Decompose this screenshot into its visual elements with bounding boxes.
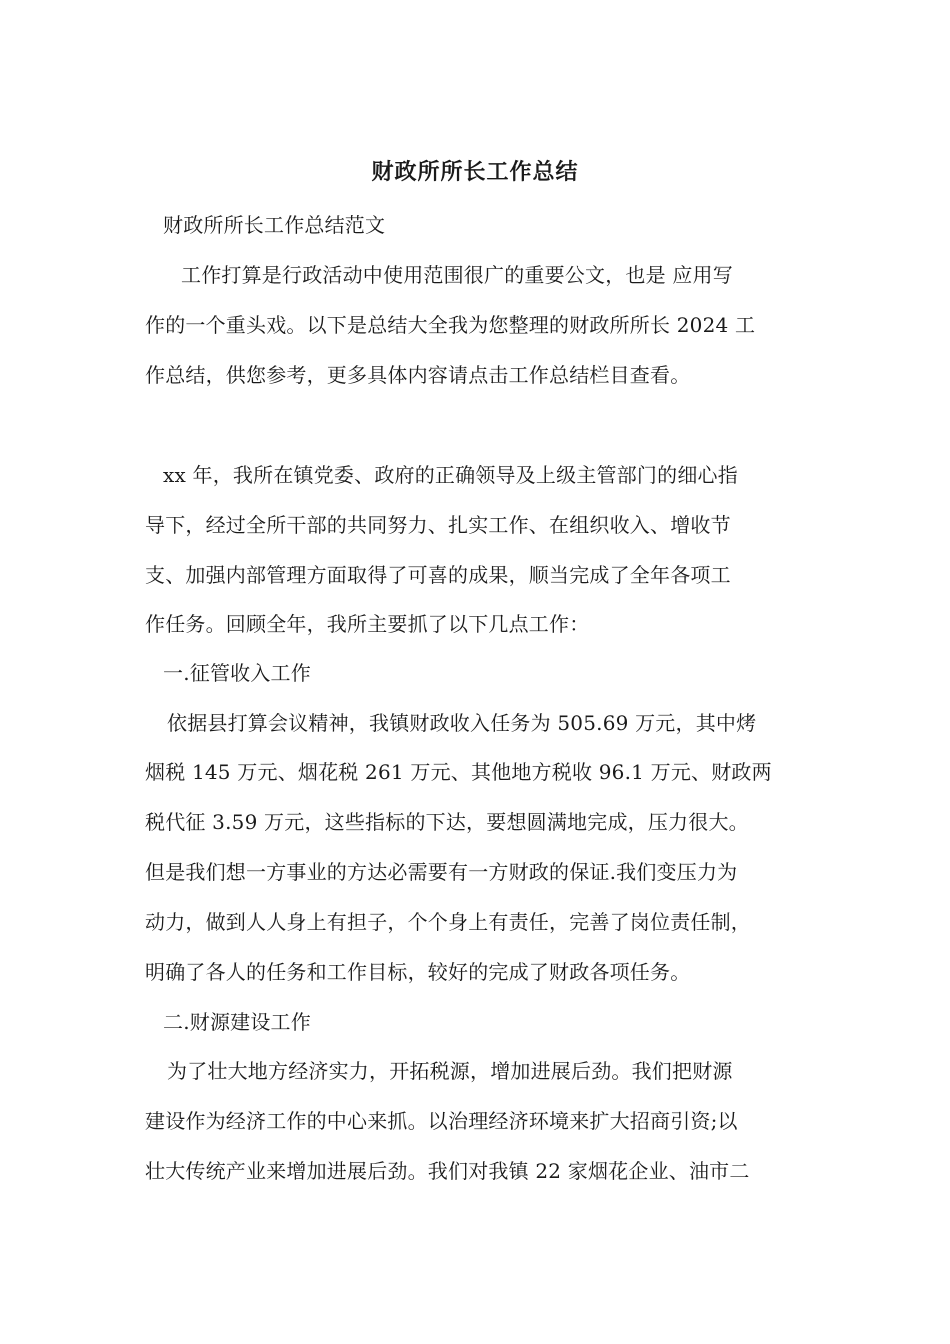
intro-line: 作总结，供您参考，更多具体内容请点击工作总结栏目查看。 [145,363,691,387]
paragraph-line: 建设作为经济工作的中心来抓。以治理经济环境来扩大招商引资;以 [145,1109,738,1133]
paragraph-line: 为了壮大地方经济实力，开拓税源，增加进展后劲。我们把财源 [167,1059,733,1083]
paragraph-line: 动力，做到人人身上有担子，个个身上有责任，完善了岗位责任制， [145,910,751,934]
paragraph-line: 作任务。回顾全年，我所主要抓了以下几点工作： [145,612,590,636]
paragraph-line: 但是我们想一方事业的方达必需要有一方财政的保证.我们变压力为 [145,860,738,884]
document-title: 财政所所长工作总结 [371,159,579,185]
paragraph-line: 税代征 3.59 万元，这些指标的下达，要想圆满地完成，压力很大。 [145,810,749,834]
paragraph-line: xx 年，我所在镇党委、政府的正确领导及上级主管部门的细心指 [163,463,738,487]
paragraph-line: 明确了各人的任务和工作目标，较好的完成了财政各项任务。 [145,960,691,984]
paragraph-line: 烟税 145 万元、烟花税 261 万元、其他地方税收 96.1 万元、财政两 [145,760,772,784]
section-heading: 一.征管收入工作 [163,661,311,685]
paragraph-line: 壮大传统产业来增加进展后劲。我们对我镇 22 家烟花企业、油市二 [145,1159,750,1183]
paragraph-line: 导下，经过全所干部的共同努力、扎实工作、在组织收入、增收节 [145,513,731,537]
intro-line: 作的一个重头戏。以下是总结大全我为您整理的财政所所长 2024 工 [145,313,756,337]
paragraph-line: 支、加强内部管理方面取得了可喜的成果，顺当完成了全年各项工 [145,563,731,587]
section-heading: 二.财源建设工作 [163,1010,311,1034]
document-subtitle: 财政所所长工作总结范文 [163,213,386,237]
paragraph-line: 依据县打算会议精神，我镇财政收入任务为 505.69 万元，其中烤 [167,711,757,735]
intro-line: 工作打算是行政活动中使用范围很广的重要公文，也是 应用写 [181,263,733,287]
